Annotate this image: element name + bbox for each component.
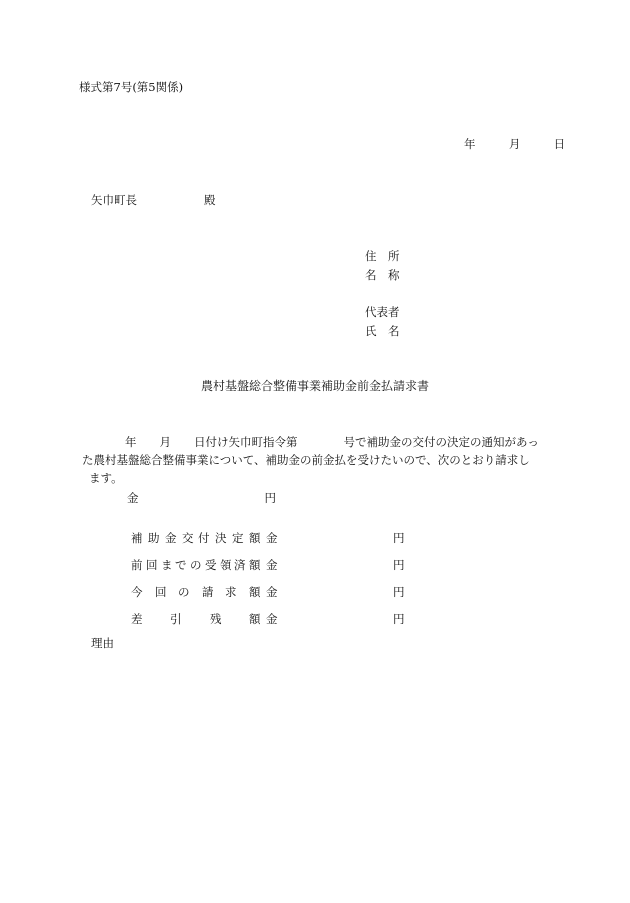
applicant-person-label: 氏 名: [365, 324, 400, 338]
date-year: 年: [464, 137, 476, 151]
amount-row-yen: 円: [393, 558, 405, 572]
body-paragraph: [82, 433, 554, 487]
date-line: [464, 137, 565, 151]
date-day: 日: [553, 137, 566, 151]
applicant-address-label: 住 所: [365, 249, 400, 263]
date-month: 月: [508, 137, 521, 151]
request-amount-yen: 円: [264, 491, 276, 505]
body-line-1: 年 月 日付け矢巾町指令第 号で補助金の交付の決定の通知があっ: [125, 435, 539, 449]
amount-row-yen: 円: [393, 585, 405, 599]
addressee-honorific: 殿: [204, 193, 216, 207]
request-amount-kin: 金: [127, 491, 139, 505]
amount-row-kin: 金: [266, 612, 278, 626]
document-title: 農村基盤総合整備事業補助金前金払請求書: [200, 379, 429, 393]
applicant-name-label: 名 称: [365, 268, 400, 282]
reason-label: 理由: [91, 636, 114, 650]
amount-row-yen: 円: [393, 531, 405, 545]
body-line-3: ます。: [89, 471, 123, 485]
addressee-name: 矢巾町長: [91, 193, 137, 207]
body-line-2: た農村基盤総合整備事業について、補助金の前金払を受けたいので、次のとおり請求し: [82, 453, 530, 467]
amount-row-kin: 金: [266, 558, 278, 572]
applicant-representative-label: 代表者: [365, 305, 400, 319]
addressee: [91, 193, 216, 207]
amount-row-yen: 円: [393, 612, 405, 626]
request-amount: [127, 491, 276, 505]
amount-row-kin: 金: [266, 531, 278, 545]
amount-row-kin: 金: [266, 585, 278, 599]
form-number: 様式第7号(第5関係): [79, 80, 184, 94]
